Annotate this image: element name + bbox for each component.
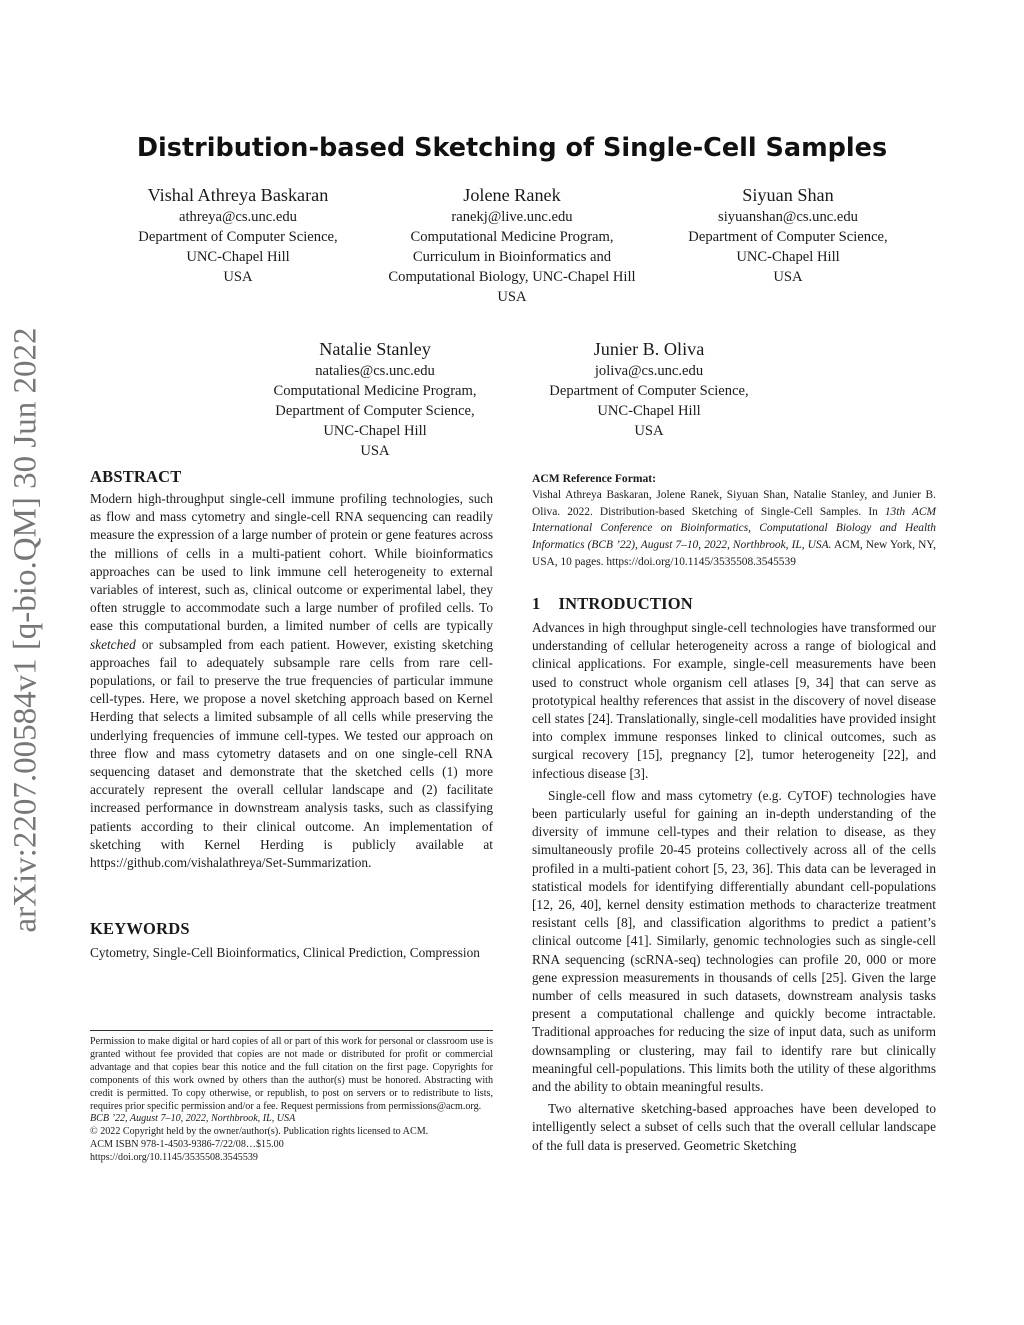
author-country: USA	[497, 289, 527, 305]
abstract-body: Modern high-throughput single-cell immune profiling technologies, such as flow and mass cytometry and single-cell RNA sequencing can readily measure the expression of a large number of protein or gene features across the millions of cells in a multi-patient cohort. While bioinformatics approaches can be used to link immune cell heterogeneity to external variables of interest, such as, clinical outcome or experimental label, they often struggle to accommodate such a large number of profiled cells. To ease this computational burden, a limited number of cells are typically sketched or subsampled from each patient. However, existing sketching approaches fail to adequately subsample rare cells from rare cell-populations, or fail to preserve the true frequencies of particular immune cell-types. Here, we propose a novel sketching approach based on Kernel Herding that selects a limited subsample of all cells while preserving the underlying frequencies of immune cell-types. We tested our approach on three flow and mass cytometry datasets and on one single-cell RNA sequencing dataset and demonstrate that the sketched cells (1) more accurately represent the overall cellular landscape and (2) facilitate increased performance in downstream analysis tasks, such as classifying patients according to their clinical outcome. An implementation of sketching with Kernel Herding is publicly available at https://github.com/vishalathreya/Set-Summarization.	[90, 491, 493, 871]
acm-reference-text: Vishal Athreya Baskaran, Jolene Ranek, Siyuan Shan, Natalie Stanley, and Junier B. Oliva. 2022. Distribution-based Sketching of Single-Cell Samples. In 13th ACM International Conference on Bioinformatics, Computational Biology and Health Informatics (BCB ’22), August 7–10, 2022, Northbrook, IL, USA. ACM, New York, NY, USA, 10 pages. https://doi.org/10.1145/3535508.3545539	[532, 489, 937, 568]
abstract-section	[90, 467, 493, 872]
intro-paragraph: Two alternative sketching-based approaches have been developed to intelligently select a subset of cells such that the overall cellular landscape of the full data is preserved. Geometric Sketching	[532, 1101, 936, 1153]
author-email[interactable]: natalies@cs.unc.edu	[315, 363, 435, 379]
author-email[interactable]: joliva@cs.unc.edu	[594, 363, 704, 379]
author-affiliation: Department of Computer Science,	[275, 403, 475, 419]
author-block	[108, 183, 368, 287]
doi-link[interactable]: https://doi.org/10.1145/3535508.3545539	[90, 1152, 258, 1164]
author-email[interactable]: athreya@cs.unc.edu	[179, 209, 297, 225]
author-block	[245, 337, 505, 461]
author-affiliation: UNC-Chapel Hill	[323, 423, 427, 439]
keywords-section	[90, 919, 493, 962]
author-affiliation: Department of Computer Science,	[138, 229, 338, 245]
keywords-heading: KEYWORDS	[90, 919, 190, 938]
isbn-line: ACM ISBN 978-1-4503-9386-7/22/08…$15.00	[90, 1139, 284, 1151]
author-email[interactable]: siyuanshan@cs.unc.edu	[718, 209, 858, 225]
author-affiliation: UNC-Chapel Hill	[597, 403, 701, 419]
acm-reference-heading: ACM Reference Format:	[532, 472, 657, 485]
section-number: 1	[532, 594, 541, 613]
author-name: Natalie Stanley	[319, 339, 431, 359]
keywords-list: Cytometry, Single-Cell Bioinformatics, Clinical Prediction, Compression	[90, 945, 480, 960]
abstract-heading: ABSTRACT	[90, 467, 182, 486]
author-name: Vishal Athreya Baskaran	[147, 185, 329, 205]
author-block	[519, 337, 779, 441]
permission-notice: Permission to make digital or hard copies of all or part of this work for personal or classroom use is granted without fee provided that copies are not made or distributed for profit or commercial advantage and that copies bear this notice and the full citation on the first page. Copyrights for components of this work owned by others than the author(s) must be honored. Abstracting with credit is permitted. To copy otherwise, or republish, to post on servers or to redistribute to lists, requires prior specific permission and/or a fee. Request permissions from permissions@acm.org.	[90, 1036, 493, 1112]
copyright-footnote	[90, 1030, 493, 1165]
author-name: Jolene Ranek	[463, 185, 561, 205]
intro-paragraph: Single-cell flow and mass cytometry (e.g. CyTOF) technologies have been particularly useful for gaining an in-depth understanding of the diversity of immune cell-types and their relation to disease, as they simultaneously profile 20-45 proteins collectively across all of the cells profiled in a multi-patient cohort [5, 23, 36]. This data can be leveraged in statistical models for identifying differentially abundant cell-populations [12, 26, 40], kernel density estimation methods to characterize treatment resistant cells [8], and classification algorithms to predict a patient’s clinical outcome [41]. Similarly, genomic technologies such as single-cell RNA sequencing (scRNA-seq) technologies can profile 20, 000 or more gene expression measurements in thousands of cells [25]. Given the large number of cells measured in such datasets, downstream analysis tasks present a computational challenge and quickly become intractable. Traditional approaches for reducing the size of input data, such as uniform downsampling or clustering, may fail to identify rare but clinically meaningful cell-populations. This limits both the utility of these algorithms and the ability to obtain meaningful results.	[532, 787, 936, 1095]
author-country: USA	[223, 269, 253, 285]
author-affiliation: UNC-Chapel Hill	[736, 249, 840, 265]
arxiv-identifier-stamp: arXiv:2207.00584v1 [q-bio.QM] 30 Jun 2022	[7, 327, 44, 933]
author-affiliation: Department of Computer Science,	[549, 383, 749, 399]
introduction-heading	[532, 594, 936, 614]
copyright-line: © 2022 Copyright held by the owner/author(s). Publication rights licensed to ACM.	[90, 1126, 429, 1138]
author-name: Siyuan Shan	[742, 185, 834, 205]
introduction-section	[532, 594, 936, 1155]
author-affiliation: Department of Computer Science,	[688, 229, 888, 245]
author-country: USA	[360, 443, 390, 459]
footnote-rule	[90, 1030, 493, 1031]
acm-reference-section	[532, 471, 936, 571]
author-block	[658, 183, 918, 287]
author-affiliation: Computational Medicine Program, Curriculum in Bioinformatics and Computational Biology, UNC-Chapel Hill	[388, 229, 636, 285]
section-title: INTRODUCTION	[558, 594, 693, 613]
author-block	[382, 183, 642, 307]
author-country: USA	[634, 423, 664, 439]
conference-venue: BCB ’22, August 7–10, 2022, Northbrook, IL, USA	[90, 1113, 296, 1125]
author-country: USA	[773, 269, 803, 285]
author-email[interactable]: ranekj@live.unc.edu	[451, 209, 573, 225]
paper-title: Distribution-based Sketching of Single-Cell Samples	[136, 133, 888, 163]
intro-paragraph: Advances in high throughput single-cell technologies have transformed our understanding of cellular heterogeneity across a range of biological and clinical applications. For example, single-cell measurements have been used to construct whole organism cell atlases [9, 34] that can serve as prototypical healthy references that assist in the discovery of novel disease cell states [24]. Translationally, single-cell modalities have provided insight into complex immune responses linked to clinical outcomes, such as surgical recovery [15], pregnancy [2], tumor heterogeneity [22], and infectious disease [3].	[532, 620, 936, 781]
author-name: Junier B. Oliva	[593, 339, 705, 359]
author-affiliation: UNC-Chapel Hill	[186, 249, 290, 265]
author-affiliation: Computational Medicine Program,	[273, 383, 477, 399]
